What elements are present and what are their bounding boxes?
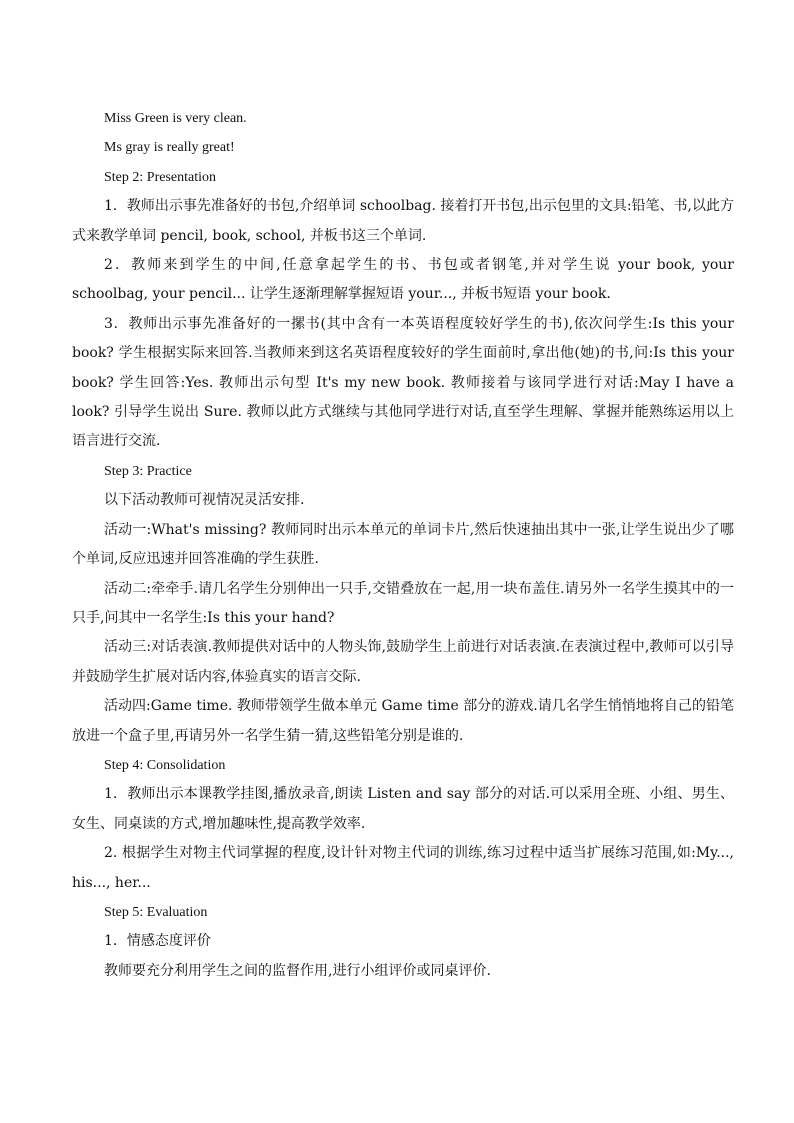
paragraph: 活动四:Game time. 教师带领学生做本单元 Game time 部分的游戏.请几名学生悄悄地将自己的铅笔放进一个盒子里,再请另外一名学生猜一猜,这些铅笔分别是谁的. bbox=[72, 698, 734, 744]
paragraph: 活动一:What's missing? 教师同时出示本单元的单词卡片,然后快速抽出其中一张,让学生说出少了哪个单词,反应迅速并回答准确的学生获胜. bbox=[72, 521, 734, 568]
paragraph: 活动三:对话表演.教师提供对话中的人物头饰,鼓励学生上前进行对话表演.在表演过程中,教师可以引导并鼓励学生扩展对话内容,体验真实的语言交际. bbox=[72, 639, 734, 685]
text-line: Miss Green is very clean. bbox=[104, 111, 247, 126]
document-page bbox=[72, 104, 734, 986]
paragraph: 2. 根据学生对物主代词掌握的程度,设计针对物主代词的训练,练习过程中适当扩展练习范围,如:My..., his..., her... bbox=[72, 845, 734, 891]
paragraph: 1．教师出示事先准备好的书包,介绍单词 schoolbag. 接着打开书包,出示包里的文具:铅笔、书,以此方式来教学单词 pencil, book, school, 并板书这三个单词. bbox=[72, 198, 734, 244]
paragraph: 1．教师出示本课教学挂图,播放录音,朗读 Listen and say 部分的对话.可以采用全班、小组、男生、女生、同桌读的方式,增加趣味性,提高教学效率. bbox=[72, 786, 734, 832]
step-heading: Step 2: Presentation bbox=[104, 169, 216, 185]
text-line: Ms gray is really great! bbox=[104, 140, 235, 156]
paragraph: 教师要充分利用学生之间的监督作用,进行小组评价或同桌评价. bbox=[104, 962, 491, 979]
step-heading: Step 3: Practice bbox=[104, 463, 192, 479]
paragraph: 活动二:牵牵手.请几名学生分别伸出一只手,交错叠放在一起,用一块布盖住.请另外一名学生摸其中的一只手,问其中一名学生:Is this your hand? bbox=[72, 580, 734, 626]
paragraph: 2．教师来到学生的中间,任意拿起学生的书、书包或者钢笔,并对学生说 your book, your schoolbag, your pencil... 让学生逐渐理解掌握短语 your..., 并板书短语 your book. bbox=[72, 257, 734, 303]
paragraph: 3．教师出示事先准备好的一摞书(其中含有一本英语程度较好学生的书),依次问学生:Is this your book? 学生根据实际来回答.当教师来到这名英语程度较好的学生面前时,拿出他(她)的书,问:Is this your book? 学生回答:Yes. 教师出示句型 It's my new book. 教师接着与该同学进行对话:May I have a look? 引导学生说出 Sure. 教师以此方式继续与其他同学进行对话,直至学生理解、掌握并能熟练运用以上语言进行交流. bbox=[72, 315, 734, 450]
paragraph: 1．情感态度评价 bbox=[104, 933, 211, 950]
step-heading: Step 4: Consolidation bbox=[104, 757, 226, 773]
paragraph: 以下活动教师可视情况灵活安排. bbox=[104, 492, 305, 509]
step-heading: Step 5: Evaluation bbox=[104, 904, 208, 920]
